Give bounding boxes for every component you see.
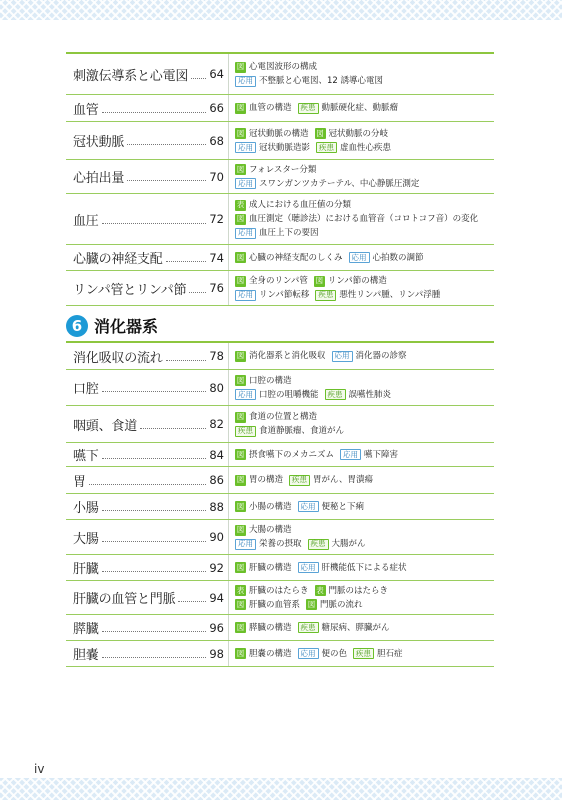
toc-entry-topics (229, 520, 494, 554)
toc-row[interactable] (66, 581, 494, 615)
toc-row[interactable] (66, 555, 494, 581)
topic-text: 胆嚢の構造 (249, 648, 292, 659)
applied-tag: 応用 (298, 648, 319, 659)
figure-tag: 図 (236, 164, 245, 174)
toc-row[interactable] (66, 122, 494, 160)
topic-line (235, 598, 494, 612)
figure-tag: 図 (236, 475, 245, 484)
toc-entry (66, 406, 229, 442)
topic-line (235, 448, 494, 462)
toc-entry-topics (229, 54, 494, 94)
toc-entry-topics (229, 194, 494, 244)
topic-line (235, 647, 494, 661)
toc-entry (66, 245, 229, 270)
section-number-badge: 6 (66, 315, 88, 337)
toc-entry (66, 494, 229, 519)
topic-text: 肝機能低下による症状 (321, 562, 407, 573)
figure-tag: 図 (236, 375, 245, 385)
toc-entry-page: 68 (209, 133, 224, 148)
toc-entry-page: 72 (209, 212, 224, 226)
topic-text: 嚥下障害 (364, 449, 399, 460)
topic-text: 小腸の構造 (249, 501, 292, 512)
topic-text: 大腸の構造 (249, 525, 292, 535)
toc-entry (66, 122, 229, 159)
topic-line (235, 163, 494, 177)
applied-tag: 応用 (235, 76, 256, 87)
leader-dots (102, 391, 207, 392)
toc-entry-topics (229, 494, 494, 519)
topic-text: 消化器系と消化吸収 (249, 351, 326, 361)
topic-text: 血圧上下の要因 (259, 228, 319, 238)
figure-tag: 図 (236, 252, 245, 262)
applied-tag: 応用 (298, 501, 319, 512)
toc-entry-page: 98 (209, 646, 224, 661)
topic-text: 冠状動脈造影 (259, 142, 311, 153)
toc-entry (66, 271, 229, 305)
figure-tag: 図 (236, 128, 245, 138)
topic-line (235, 60, 494, 74)
toc-entry-title: 膵臓 (73, 622, 99, 637)
section-digestive (66, 341, 494, 667)
topic-line (235, 621, 494, 635)
applied-tag: 応用 (298, 562, 319, 573)
topic-text: 血圧測定（聴診法）における血管音（コロトコフ音）の変化 (249, 214, 479, 224)
topic-text: スワンガンツカテーテル、中心静脈圧測定 (259, 178, 420, 189)
toc-row[interactable] (66, 95, 494, 122)
topic-line (235, 127, 494, 141)
section-title: 消化器系 (94, 317, 159, 336)
topic-line (235, 424, 494, 438)
leader-dots (127, 144, 206, 145)
toc-entry-page: 86 (209, 473, 224, 487)
toc-entry (66, 467, 229, 493)
figure-tag: 図 (236, 103, 245, 112)
leader-dots (189, 292, 206, 293)
toc-entry-page: 92 (209, 560, 224, 575)
toc-row[interactable] (66, 370, 494, 406)
leader-dots (102, 631, 207, 632)
top-pattern-band (0, 0, 562, 20)
leader-dots (191, 78, 206, 79)
topic-text: 不整脈と心電図、12 誘導心電図 (259, 76, 384, 86)
applied-tag: 応用 (349, 252, 370, 263)
topic-line (235, 374, 494, 388)
toc-entry-page: 74 (209, 250, 224, 265)
topic-text: 門脈のはたらき (328, 585, 389, 596)
toc-entry-page: 80 (209, 380, 224, 395)
disease-tag: 疾患 (289, 475, 310, 486)
toc-entry-topics (229, 245, 494, 270)
topic-line (235, 288, 494, 302)
topic-text: リンパ節の構造 (327, 276, 387, 286)
applied-tag: 応用 (340, 449, 361, 460)
toc-row[interactable] (66, 271, 494, 306)
toc-row[interactable] (66, 467, 494, 494)
topic-text: 冠状動脈の構造 (249, 128, 309, 139)
topic-line (235, 410, 494, 424)
toc-entry-title: 胆嚢 (73, 648, 99, 663)
toc-entry-title: 大腸 (73, 531, 99, 547)
topic-line (235, 500, 494, 514)
topic-text: 栄養の摂取 (259, 539, 302, 549)
toc-entry (66, 581, 229, 614)
toc-entry-topics (229, 615, 494, 640)
disease-tag: 疾患 (298, 103, 319, 114)
figure-tag: 図 (236, 276, 245, 285)
figure-tag: 図 (236, 412, 245, 421)
toc-entry-title: 胃 (73, 474, 86, 490)
toc-entry (66, 370, 229, 405)
figure-tag: 図 (236, 648, 245, 658)
topic-text: 血管の構造 (249, 103, 292, 113)
toc-row[interactable] (66, 443, 494, 467)
topic-text: フォレスター分類 (249, 164, 317, 175)
leader-dots (166, 360, 207, 361)
leader-dots (102, 571, 207, 572)
topic-text: 冠状動脈の分岐 (328, 128, 389, 139)
toc-entry-topics (229, 555, 494, 580)
leader-dots (178, 601, 206, 602)
toc-entry (66, 343, 229, 369)
topic-text: 心電図波形の構成 (249, 62, 318, 72)
disease-tag: 疾患 (315, 290, 336, 301)
disease-tag: 疾患 (308, 539, 329, 550)
toc-entry-title: 口腔 (73, 382, 99, 397)
toc-entry-topics (229, 406, 494, 442)
toc-entry-topics (229, 370, 494, 405)
topic-text: 消化器の診察 (355, 351, 407, 361)
figure-tag: 図 (236, 599, 245, 609)
leader-dots (102, 223, 207, 224)
topic-text: 肝臓のはたらき (249, 585, 309, 596)
disease-tag: 疾患 (316, 142, 337, 153)
applied-tag: 応用 (235, 389, 256, 400)
topic-line (235, 74, 494, 88)
section-heading (66, 314, 158, 337)
topic-text: 便秘と下痢 (321, 501, 365, 512)
topic-line (235, 177, 494, 191)
figure-tag: 図 (316, 128, 324, 138)
topic-text: 悪性リンパ腫、リンパ浮腫 (339, 290, 441, 300)
figure-tag: 図 (236, 62, 245, 71)
topic-text: 全身のリンパ管 (249, 276, 308, 286)
topic-line (235, 101, 494, 115)
leader-dots (102, 510, 207, 511)
topic-text: 成人における血圧値の分類 (249, 200, 352, 210)
topic-line (235, 584, 494, 598)
page-number: iv (34, 762, 45, 776)
topic-line (235, 349, 494, 363)
toc-entry-topics (229, 160, 494, 193)
leader-dots (140, 428, 206, 429)
disease-tag: 疾患 (235, 426, 256, 437)
topic-line (235, 226, 494, 240)
toc-row[interactable] (66, 54, 494, 95)
bottom-pattern-band (0, 778, 562, 800)
topic-text: 口腔の咀嚼機能 (259, 389, 319, 400)
toc-entry-page: 96 (209, 620, 224, 635)
topic-line (235, 473, 494, 487)
toc-entry-title: 咽頭、食道 (73, 418, 138, 434)
toc-entry-title: 心臓の神経支配 (73, 252, 163, 267)
toc-entry (66, 95, 229, 121)
toc-entry-page: 82 (209, 417, 224, 431)
toc-entry-page: 66 (209, 101, 224, 115)
toc-entry-title: 嚥下 (73, 449, 99, 464)
topic-text: 口腔の構造 (249, 375, 292, 386)
toc-row[interactable] (66, 343, 494, 370)
leader-dots (102, 541, 207, 542)
toc-entry-topics (229, 122, 494, 159)
toc-entry-topics (229, 467, 494, 493)
toc-entry-page: 70 (209, 169, 224, 184)
toc-entry-topics (229, 641, 494, 666)
figure-tag: 図 (236, 351, 245, 360)
toc-entry-page: 90 (209, 530, 224, 544)
toc-entry-topics (229, 443, 494, 466)
table-tag: 表 (316, 585, 324, 595)
toc-row[interactable] (66, 641, 494, 667)
figure-tag: 図 (307, 599, 316, 609)
topic-text: 心拍数の調節 (372, 252, 424, 263)
toc-entry-title: 消化吸収の流れ (73, 350, 163, 366)
figure-tag: 図 (236, 562, 245, 572)
topic-line (235, 251, 494, 265)
topic-text: 大腸がん (331, 539, 366, 549)
toc-row[interactable] (66, 194, 494, 245)
topic-text: 糖尿病、膵臓がん (321, 622, 390, 633)
figure-tag: 図 (236, 525, 245, 534)
topic-line (235, 523, 494, 537)
topic-line (235, 141, 494, 155)
disease-tag: 疾患 (325, 389, 346, 400)
toc-entry (66, 160, 229, 193)
topic-text: 虚血性心疾患 (340, 142, 392, 153)
applied-tag: 応用 (235, 178, 256, 189)
toc-entry-topics (229, 343, 494, 369)
applied-tag: 応用 (235, 539, 256, 550)
applied-tag: 応用 (235, 290, 256, 301)
toc-entry-page: 64 (209, 67, 224, 81)
toc-entry-topics (229, 581, 494, 614)
figure-tag: 図 (315, 276, 324, 285)
leader-dots (127, 180, 206, 181)
toc-entry (66, 555, 229, 580)
section-circulatory (66, 52, 494, 306)
topic-text: 胆石症 (377, 648, 403, 659)
figure-tag: 図 (236, 449, 245, 459)
toc-entry (66, 641, 229, 666)
toc-entry-title: 刺激伝導系と心電図 (73, 68, 189, 84)
toc-entry (66, 615, 229, 640)
toc-entry (66, 54, 229, 94)
toc-entry-title: 心拍出量 (73, 171, 125, 186)
topic-text: 肝臓の血管系 (249, 599, 301, 610)
topic-text: 摂食嚥下のメカニズム (249, 449, 335, 460)
toc-entry (66, 443, 229, 466)
topic-line (235, 537, 494, 551)
figure-tag: 図 (236, 214, 245, 223)
toc-row[interactable] (66, 520, 494, 555)
toc-entry (66, 520, 229, 554)
toc-row[interactable] (66, 615, 494, 641)
toc-entry-title: 冠状動脈 (73, 135, 125, 150)
toc-entry-topics (229, 95, 494, 121)
toc-entry-title: 小腸 (73, 501, 99, 516)
figure-tag: 図 (236, 622, 245, 632)
toc-entry-page: 84 (209, 447, 224, 462)
table-tag: 表 (236, 585, 245, 595)
topic-text: 膵臓の構造 (249, 622, 292, 633)
toc-entry-title: リンパ管とリンパ節 (73, 282, 187, 298)
disease-tag: 疾患 (298, 622, 319, 633)
leader-dots (102, 458, 207, 459)
topic-text: 胃の構造 (249, 475, 284, 485)
disease-tag: 疾患 (353, 648, 374, 659)
topic-text: 食道の位置と構造 (249, 412, 318, 422)
applied-tag: 応用 (235, 142, 256, 153)
toc-entry-page: 78 (209, 349, 224, 363)
topic-line (235, 198, 494, 212)
applied-tag: 応用 (332, 351, 353, 362)
toc-entry-page: 94 (209, 590, 224, 605)
toc-entry-page: 88 (209, 499, 224, 514)
toc-row[interactable] (66, 245, 494, 271)
table-tag: 表 (236, 200, 245, 209)
toc-row[interactable] (66, 494, 494, 520)
toc-row[interactable] (66, 406, 494, 443)
topic-text: 動脈硬化症、動脈瘤 (321, 103, 399, 113)
toc-entry-page: 76 (209, 281, 224, 295)
topic-text: 誤嚥性肺炎 (348, 389, 392, 400)
topic-text: リンパ節転移 (259, 290, 310, 300)
toc-entry-title: 血圧 (73, 213, 99, 229)
toc-entry-title: 肝臓の血管と門脈 (73, 592, 176, 607)
toc-entry-topics (229, 271, 494, 305)
topic-text: 胃がん、胃潰瘍 (313, 475, 374, 485)
topic-text: 食道静脈瘤、食道がん (259, 426, 345, 436)
toc-row[interactable] (66, 160, 494, 194)
leader-dots (166, 261, 207, 262)
leader-dots (102, 112, 207, 113)
toc-entry-title: 肝臓 (73, 562, 99, 577)
applied-tag: 応用 (235, 228, 256, 239)
toc-entry (66, 194, 229, 244)
topic-text: 肝臓の構造 (249, 562, 292, 573)
toc-entry-title: 血管 (73, 102, 99, 118)
topic-text: 心臓の神経支配のしくみ (249, 252, 343, 263)
leader-dots (102, 657, 207, 658)
topic-line (235, 561, 494, 575)
figure-tag: 図 (236, 501, 245, 511)
topic-line (235, 388, 494, 402)
topic-line (235, 274, 494, 288)
topic-text: 便の色 (321, 648, 348, 659)
leader-dots (89, 484, 207, 485)
topic-text: 門脈の流れ (320, 599, 363, 610)
topic-line (235, 212, 494, 226)
